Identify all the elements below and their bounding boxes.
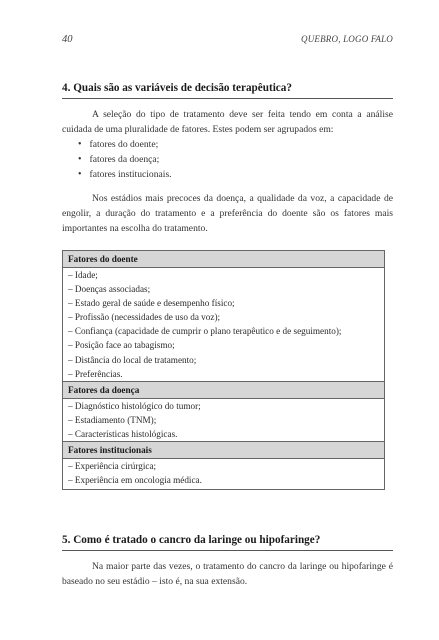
page-header xyxy=(62,34,393,48)
table-row: – Experiência cirúrgica; xyxy=(63,459,385,474)
bullet-item: • fatores institucionais. xyxy=(78,168,172,183)
running-title: QUEBRO, LOGO FALO xyxy=(301,34,393,44)
section-4-title: 4. Quais são as variáveis de decisão terapêutica? xyxy=(62,82,292,94)
group-heading-institutional: Fatores institucionais xyxy=(63,442,385,459)
table-row: – Estado geral de saúde e desempenho físico; xyxy=(63,296,385,310)
section-5-paragraph: Na maior parte das vezes, o tratamento do cancro da laringe ou hipofaringe é baseado no seu estádio – isto é, na sua extensão. xyxy=(62,561,393,587)
table-row: – Estadiamento (TNM); xyxy=(63,413,385,427)
section-4-paragraph-2: Nos estádios mais precoces da doença, a qualidade da voz, a capacidade de engolir, a duração do tratamento e a preferência do doente são os fatores mais importantes na escolha do tratamento. xyxy=(62,193,393,234)
section-4-intro: A seleção do tipo de tratamento deve ser feita tendo em conta a análise cuidada de uma pluralidade de fatores. Estes podem ser agrupados em: xyxy=(62,109,393,135)
factors-table xyxy=(62,250,385,490)
factor-bullet-list xyxy=(78,138,172,182)
group-heading-patient: Fatores do doente xyxy=(63,251,385,268)
bullet-item: • fatores da doença; xyxy=(78,153,172,168)
section-4-rule xyxy=(62,98,393,99)
table-row: – Distância do local de tratamento; xyxy=(63,353,385,367)
section-5-rule xyxy=(62,550,393,551)
page-number: 40 xyxy=(62,34,73,45)
table-row: – Profissão (necessidades de uso da voz); xyxy=(63,310,385,324)
bullet-item: • fatores do doente; xyxy=(78,138,172,153)
table-row: – Doenças associadas; xyxy=(63,282,385,296)
table-row: – Confiança (capacidade de cumprir o plano terapêutico e de seguimento); xyxy=(63,324,385,338)
table-row: – Idade; xyxy=(63,268,385,283)
table-row: – Posição face ao tabagismo; xyxy=(63,338,385,352)
group-heading-disease: Fatores da doença xyxy=(63,381,385,398)
table-row: – Características histológicas. xyxy=(63,427,385,442)
table-row: – Diagnóstico histológico do tumor; xyxy=(63,398,385,413)
section-5-title: 5. Como é tratado o cancro da laringe ou hipofaringe? xyxy=(62,534,321,546)
table-row: – Preferências. xyxy=(63,367,385,382)
table-row: – Experiência em oncologia médica. xyxy=(63,473,385,490)
